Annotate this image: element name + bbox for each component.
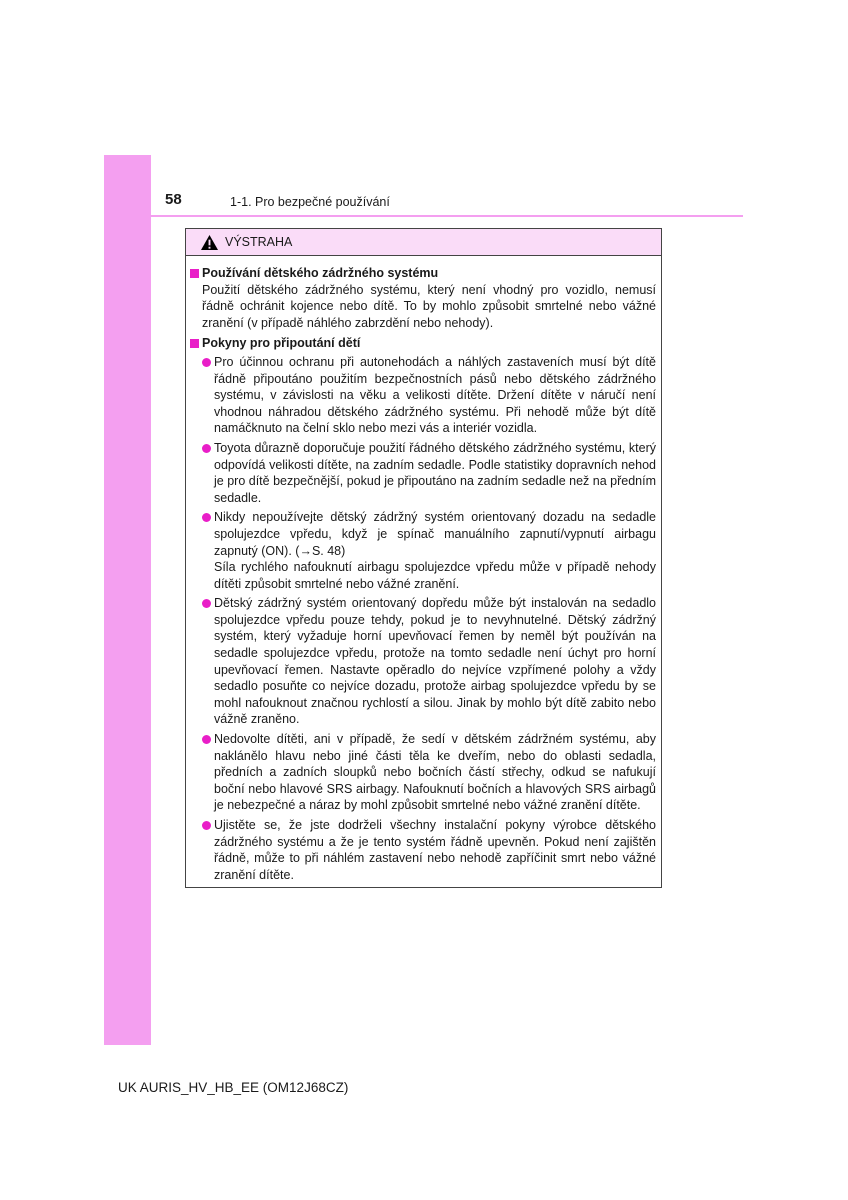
- warning-content: [186, 256, 661, 883]
- list-item-text: Toyota důrazně doporučuje použití řádného dětského zádržného systému, který odpovídá velikosti dítěte, na zadním sedadle. Podle statistiky dopravních nehod je pro dítě bezpečnější, pokud je připoutáno na zadním sedadle než na předním sedadle.: [214, 440, 656, 505]
- list-item: [202, 817, 656, 883]
- list-item-text: [214, 509, 656, 592]
- square-bullet-icon: [190, 269, 199, 278]
- section-title: 1-1. Pro bezpečné používání: [230, 195, 390, 209]
- section-heading-text: Pokyny pro připoutání dětí: [202, 336, 361, 351]
- list-item: [202, 354, 656, 437]
- list-item-text: Nedovolte dítěti, ani v případě, že sedí v dětském zádržném systému, aby naklánělo hlavu nebo jiné části těla ke dveřím, nebo do oblasti sedadla, předních a zadních sloupků nebo bočních částí střechy, odkud se nafukují boční nebo hlavové SRS airbagy. Nafouknutí bočních a hlavových SRS airbagů je nebezpečné a náraz by mohl způsobit smrtelné nebo vážné zranění dítěte.: [214, 732, 656, 813]
- list-item-text: Pro účinnou ochranu při autonehodách a náhlých zastaveních musí být dítě řádně připoutáno použitím bezpečnostních pásů nebo dětského zádržného systému, v závislosti na věku a velikosti dítěte. Držení dítěte v náručí není vhodnou náhradou dětského zádržného systému. Při nehodě může být dítě namáčknuto na čelní sklo nebo mezi vás a interiér vozidla.: [214, 354, 656, 436]
- square-bullet-icon: [190, 339, 199, 348]
- circle-bullet-icon: [202, 599, 211, 608]
- section-body: Použití dětského zádržného systému, který není vhodný pro vozidlo, nemusí řádně ochránit kojence nebo dítě. To by mohlo způsobit smrtelné nebo vážné zranění (v případě náhlého zabrzdění nebo nehody).: [202, 282, 656, 330]
- circle-bullet-icon: [202, 821, 211, 830]
- page-reference-link[interactable]: S. 48: [311, 543, 342, 558]
- section-heading: [190, 335, 656, 352]
- list-item: [202, 509, 656, 592]
- document-code: UK AURIS_HV_HB_EE (OM12J68CZ): [118, 1080, 349, 1095]
- page-number: 58: [165, 191, 182, 208]
- list-item-text: Ujistěte se, že jste dodrželi všechny instalační pokyny výrobce dětského zádržného systému a že je tento systém řádně upevněn. Pokud není zajištěn řádně, může to při náhlém zastavení nebo nehodě zapříčinit smrt nebo vážné zranění dítěte.: [214, 818, 656, 882]
- airbag-warning-text-2: Síla rychlého nafouknutí airbagu spolujezdce vpředu může v případě nehody dítěti způsobit smrtelné nebo vážné zranění.: [214, 560, 656, 591]
- section-heading: [190, 265, 656, 282]
- header-rule: [151, 215, 743, 217]
- chapter-side-tab: [104, 155, 151, 1045]
- warning-title: VÝSTRAHA: [225, 235, 293, 249]
- warning-box: [185, 228, 662, 888]
- list-item: [202, 440, 656, 506]
- page-ref-arrow-icon: →: [299, 543, 312, 558]
- warning-triangle-icon: [200, 234, 219, 251]
- section-heading-text: Používání dětského zádržného systému: [202, 266, 439, 280]
- airbag-warning-text: Nikdy nepoužívejte dětský zádržný systém orientovaný dozadu na sedadle spolujezdce vpředu, když je spínač manuálního zapnutí/vypnutí airbagu zapnutý (ON). (: [214, 510, 656, 558]
- circle-bullet-icon: [202, 358, 211, 367]
- circle-bullet-icon: [202, 444, 211, 453]
- paren-close: ): [341, 543, 346, 558]
- circle-bullet-icon: [202, 735, 211, 744]
- list-item: [202, 595, 656, 728]
- circle-bullet-icon: [202, 513, 211, 522]
- list-item-text: Dětský zádržný systém orientovaný dopředu může být instalován na sedadlo spolujezdce vpředu pouze tehdy, pokud je to nevyhnutelné. Dětský zádržný systém, který vyžaduje horní upevňovací řemen by neměl být používán na sedadle spolujezdce vpředu, protože na tomto sedadle není úchyt pro horní upevňovací řemen. Nastavte opěradlo do nejvíce vzpřímené polohy a vždy sedadlo posuňte co nejvíce dozadu, protože airbag spolujezdce vpředu by se mohl nafouknout značnou rychlostí a silou. Jinak by mohlo být dítě zabito nebo vážně zraněno.: [214, 596, 656, 727]
- list-item: [202, 731, 656, 814]
- warning-header: [186, 229, 661, 256]
